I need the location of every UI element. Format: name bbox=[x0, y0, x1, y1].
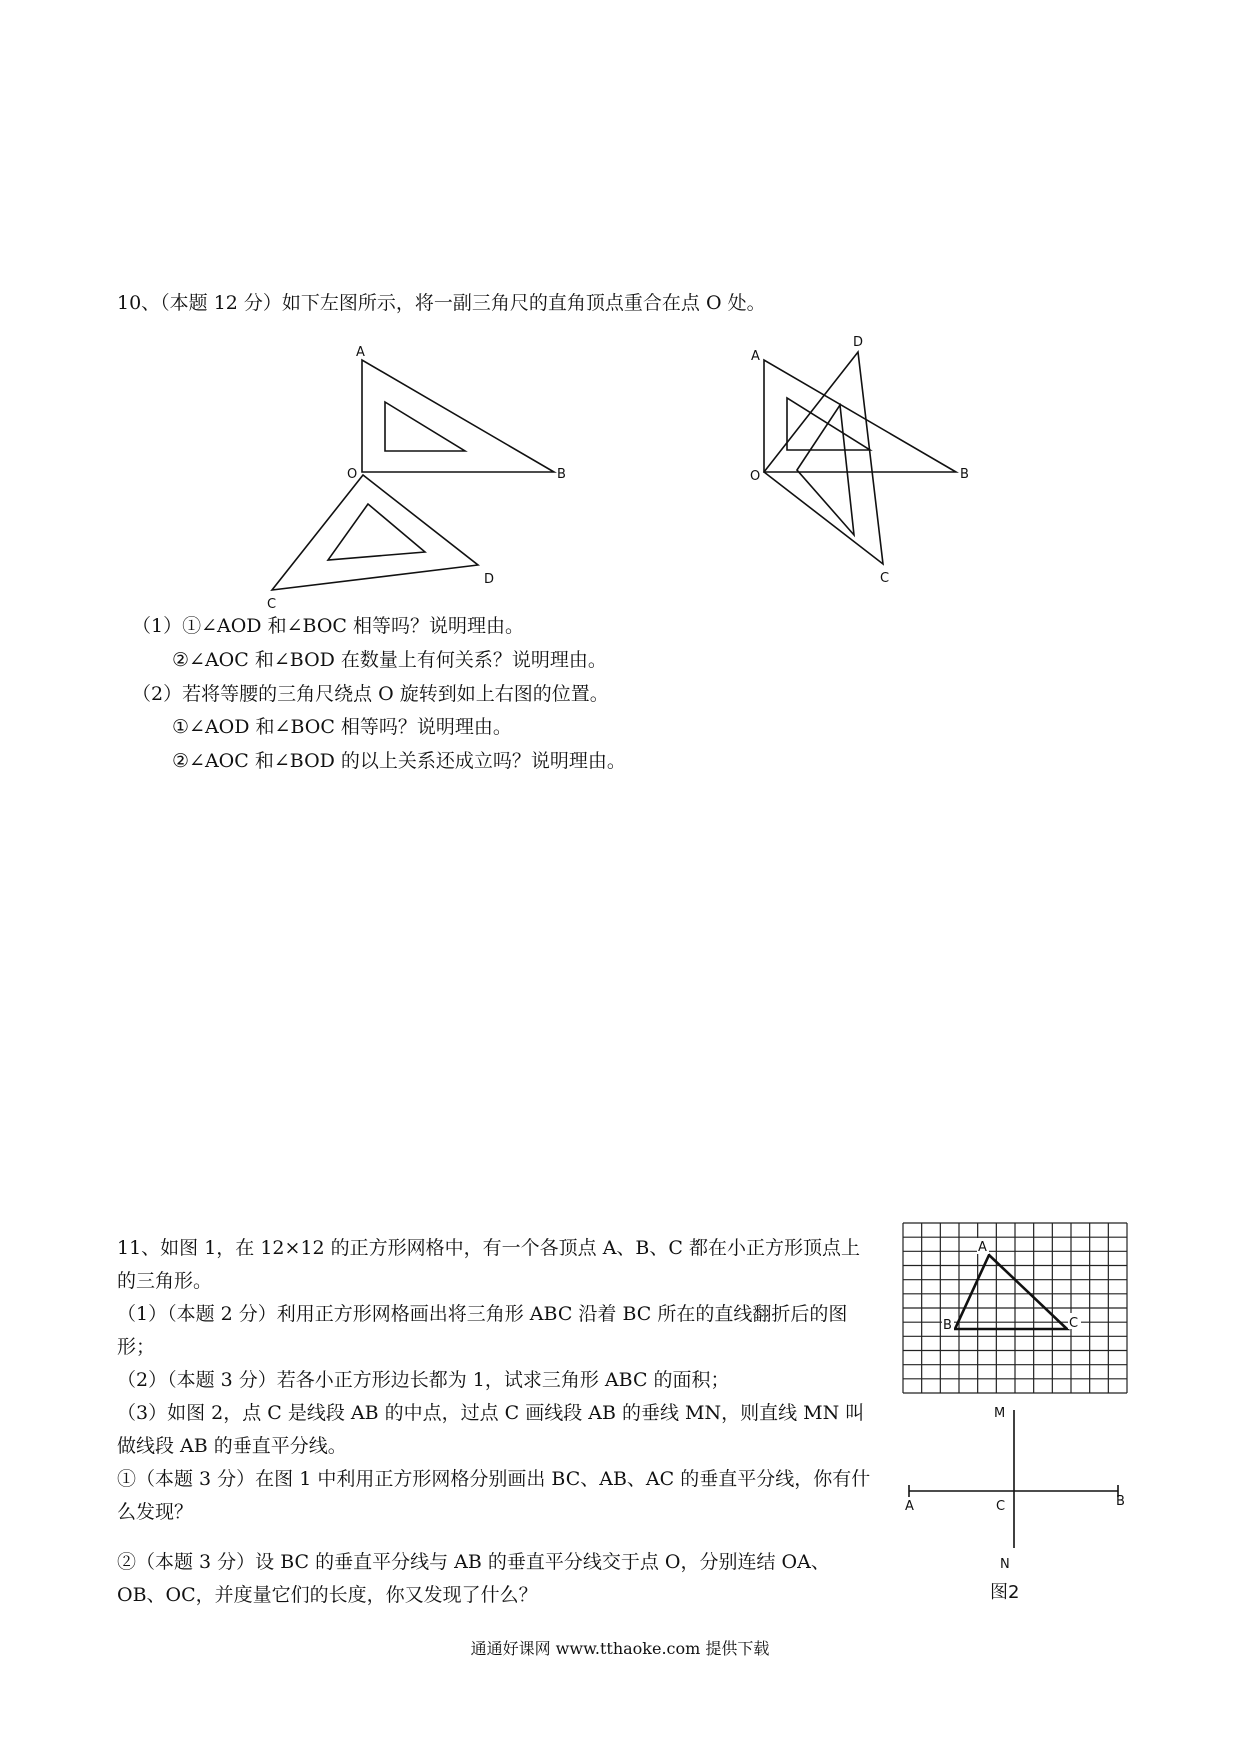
fig2-label-B: B bbox=[1116, 1494, 1125, 1509]
grid-label-C: C bbox=[1069, 1316, 1079, 1331]
left-label-B: B bbox=[557, 467, 566, 482]
q10-part2: （2）若将等腰的三角尺绕点 O 旋转到如上右图的位置。 bbox=[132, 683, 609, 705]
q10-part1b: ②∠AOC 和∠BOD 在数量上有何关系？说明理由。 bbox=[172, 649, 607, 671]
left-label-O: O bbox=[347, 467, 358, 482]
fig2-label-N: N bbox=[1000, 1557, 1010, 1572]
grid-label-B: B bbox=[943, 1318, 952, 1333]
right-label-B: B bbox=[960, 467, 969, 482]
page-footer: 通通好课网 www.tthaoke.com 提供下载 bbox=[470, 1639, 770, 1658]
fig2-label-A: A bbox=[905, 1499, 914, 1514]
q11-part2: （2）（本题 3 分）若各小正方形边长都为 1，试求三角形 ABC 的面积； bbox=[117, 1369, 730, 1391]
q10-part1: （1）①∠AOD 和∠BOC 相等吗？说明理由。 bbox=[132, 615, 524, 637]
grid-label-A: A bbox=[978, 1240, 987, 1255]
q10-part2b: ②∠AOC 和∠BOD 的以上关系还成立吗？说明理由。 bbox=[172, 750, 626, 772]
right-label-C: C bbox=[880, 571, 890, 586]
q10-title: 10、（本题 12 分）如下左图所示，将一副三角尺的直角顶点重合在点 O 处。 bbox=[117, 292, 766, 314]
q11-part1: （1）（本题 2 分）利用正方形网格画出将三角形 ABC 沿着 BC 所在的直线翻折后的图形； bbox=[117, 1303, 848, 1358]
right-label-O: O bbox=[750, 469, 761, 484]
fig2-label-C: C bbox=[996, 1499, 1006, 1514]
q11-intro: 11、如图 1，在 12×12 的正方形网格中，有一个各顶点 A、B、C 都在小正方形顶点上的三角形。 bbox=[117, 1237, 860, 1292]
right-label-A: A bbox=[751, 349, 760, 364]
q10-part2a: ①∠AOD 和∠BOC 相等吗？说明理由。 bbox=[172, 716, 512, 738]
left-label-A: A bbox=[356, 345, 365, 360]
q11-part3a: ①（本题 3 分）在图 1 中利用正方形网格分别画出 BC、AB、AC 的垂直平分线，你有什么发现？ bbox=[117, 1468, 871, 1523]
right-label-D: D bbox=[853, 335, 864, 350]
left-label-D: D bbox=[484, 572, 495, 587]
q11-part3b: ②（本题 3 分）设 BC 的垂直平分线与 AB 的垂直平分线交于点 O，分别连结 OA、OB、OC，并度量它们的长度，你又发现了什么？ bbox=[117, 1551, 830, 1606]
fig2-caption: 图2 bbox=[990, 1582, 1020, 1603]
q11-part3: （3）如图 2，点 C 是线段 AB 的中点，过点 C 画线段 AB 的垂线 MN，则直线 MN 叫做线段 AB 的垂直平分线。 bbox=[117, 1402, 865, 1457]
left-label-C: C bbox=[267, 597, 277, 612]
fig2-label-M: M bbox=[994, 1406, 1006, 1421]
